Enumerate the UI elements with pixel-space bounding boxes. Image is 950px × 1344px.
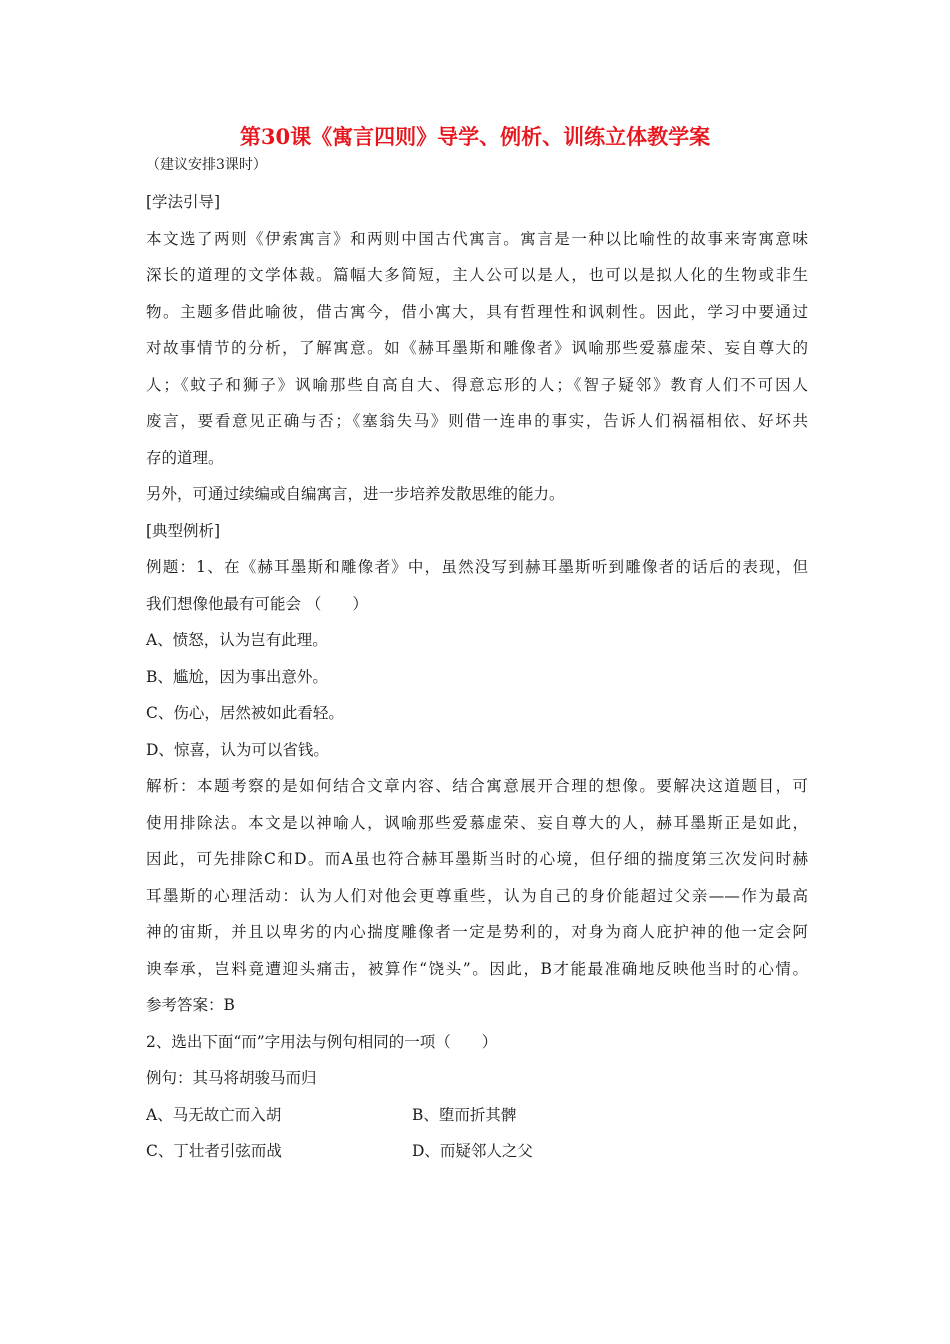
document-title: 第30课《寓言四则》导学、例析、训练立体教学案	[239, 124, 711, 149]
question-line: 我们想像他最有可能会 （ ）	[146, 594, 368, 613]
section-heading-guide: [学法引导]	[146, 193, 221, 211]
paragraph-line: 深长的道理的文学体裁。篇幅大多简短，主人公可以是人，也可以是拟人化的生物或非生	[146, 266, 808, 284]
paragraph-line: 物。主题多借此喻彼，借古寓今，借小寓大，具有哲理性和讽刺性。因此，学习中要通过	[146, 302, 808, 321]
option-c: C、伤心，居然被如此看轻。	[146, 704, 344, 722]
analysis-line: 使用排除法。本文是以神喻人，讽喻那些爱慕虚荣、妄自尊大的人，赫耳墨斯正是如此，	[146, 813, 808, 832]
options-row	[146, 1133, 808, 1170]
option-b: B、尴尬，因为事出意外。	[146, 667, 328, 686]
option-d: D、惊喜，认为可以省钱。	[146, 740, 329, 759]
option-c: C、丁壮者引弦而战	[146, 1142, 282, 1160]
paragraph-line: 本文选了两则《伊索寓言》和两则中国古代寓言。寓言是一种以比喻性的故事来寄寓意味	[146, 229, 808, 248]
option-b: B、堕而折其髀	[412, 1105, 517, 1124]
paragraph-line: 对故事情节的分析，了解寓意。如《赫耳墨斯和雕像者》讽喻那些爱慕虚荣、妄自尊大的	[146, 339, 808, 357]
analysis-line: 谀奉承，岂料竟遭迎头痛击，被算作“饶头”。因此，B才能最准确地反映他当时的心情。	[146, 959, 808, 978]
analysis-line: 因此，可先排除C和D。而A虽也符合赫耳墨斯当时的心境，但仔细的揣度第三次发问时赫	[146, 850, 808, 868]
paragraph-line: 另外，可通过续编或自编寓言，进一步培养发散思维的能力。	[146, 485, 565, 503]
option-d: D、而疑邻人之父	[412, 1142, 533, 1160]
options-row	[146, 1097, 808, 1134]
paragraph-line: 存的道理。	[146, 448, 224, 467]
option-a: A、马无故亡而入胡	[146, 1105, 282, 1124]
analysis-line: 神的宙斯，并且以卑劣的内心揣度雕像者一定是势利的，对身为商人庇护神的他一定会阿	[146, 923, 808, 941]
question-line: 例题：1、在《赫耳墨斯和雕像者》中，虽然没写到赫耳墨斯听到雕像者的话后的表现，但	[146, 558, 808, 576]
analysis-line: 耳墨斯的心理活动：认为人们对他会更尊重些，认为自己的身价能超过父亲——作为最高	[146, 886, 808, 905]
question-2: 2、选出下面“而”字用法与例句相同的一项（ ）	[146, 1032, 498, 1051]
document-body	[146, 184, 808, 1170]
section-heading-examples: [典型例析]	[146, 521, 221, 540]
document-subtitle: （建议安排3课时）	[146, 157, 267, 173]
paragraph-line: 人；《蚊子和狮子》讽喻那些自高自大、得意忘形的人；《智子疑邻》教育人们不可因人	[146, 375, 808, 394]
paragraph-line: 废言，要看意见正确与否；《塞翁失马》则借一连串的事实，告诉人们祸福相依、好坏共	[146, 412, 808, 430]
analysis-line: 解析：本题考察的是如何结合文章内容、结合寓意展开合理的想像。要解决这道题目，可	[146, 777, 808, 795]
example-sentence: 例句：其马将胡骏马而归	[146, 1069, 317, 1087]
reference-answer: 参考答案：B	[146, 996, 235, 1014]
option-a: A、愤怒，认为岂有此理。	[146, 631, 328, 649]
